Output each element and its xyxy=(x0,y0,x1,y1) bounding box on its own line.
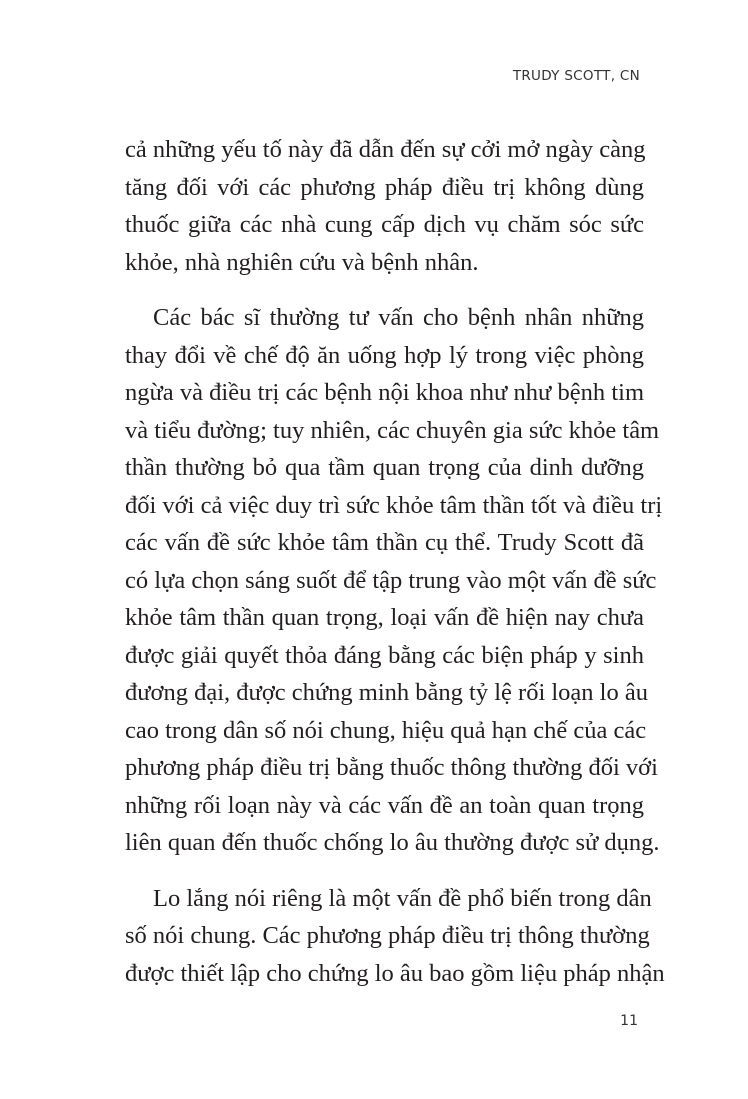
text-line: Lo lắng nói riêng là một vấn đề phổ biến trong dân xyxy=(153,884,652,912)
text-line: khỏe, nhà nghiên cứu và bệnh nhân. xyxy=(125,248,479,276)
text-line: đối với cả việc duy trì sức khỏe tâm thần tốt và điều trị xyxy=(125,491,663,519)
text-line: Các bác sĩ thường tư vấn cho bệnh nhân những xyxy=(153,304,644,331)
text-line: thay đổi về chế độ ăn uống hợp lý trong việc phòng xyxy=(125,341,644,369)
text-line: liên quan đến thuốc chống lo âu thường được sử dụng. xyxy=(125,829,660,856)
running-header: TRUDY SCOTT, CN xyxy=(512,68,640,84)
text-line: cả những yếu tố này đã dẫn đến sự cởi mở ngày càng xyxy=(125,136,646,163)
text-line: có lựa chọn sáng suốt để tập trung vào một vấn đề sức xyxy=(125,566,657,594)
text-line: ngừa và điều trị các bệnh nội khoa như như bệnh tim xyxy=(125,379,644,406)
text-line: đương đại, được chứng minh bằng tỷ lệ rối loạn lo âu xyxy=(125,679,648,706)
text-line: thần thường bỏ qua tầm quan trọng của dinh dưỡng xyxy=(125,454,644,481)
text-line: số nói chung. Các phương pháp điều trị thông thường xyxy=(125,922,650,949)
text-line: được giải quyết thỏa đáng bằng các biện pháp y sinh xyxy=(125,641,644,669)
text-line: tăng đối với các phương pháp điều trị không dùng xyxy=(125,173,644,201)
text-line: và tiểu đường; tuy nhiên, các chuyên gia sức khỏe tâm xyxy=(125,416,660,444)
text-line: các vấn đề sức khỏe tâm thần cụ thể. Trudy Scott đã xyxy=(125,529,644,556)
page-number: 11 xyxy=(620,1013,638,1029)
text-line: được thiết lập cho chứng lo âu bao gồm liệu pháp nhận xyxy=(125,959,665,987)
text-line: những rối loạn này và các vấn đề an toàn quan trọng xyxy=(125,791,644,819)
text-line: phương pháp điều trị bằng thuốc thông thường đối với xyxy=(125,754,658,781)
text-line: thuốc giữa các nhà cung cấp dịch vụ chăm sóc sức xyxy=(125,211,644,238)
text-line: khỏe tâm thần quan trọng, loại vấn đề hiện nay chưa xyxy=(125,604,644,631)
text-line: cao trong dân số nói chung, hiệu quả hạn chế của các xyxy=(125,716,647,744)
